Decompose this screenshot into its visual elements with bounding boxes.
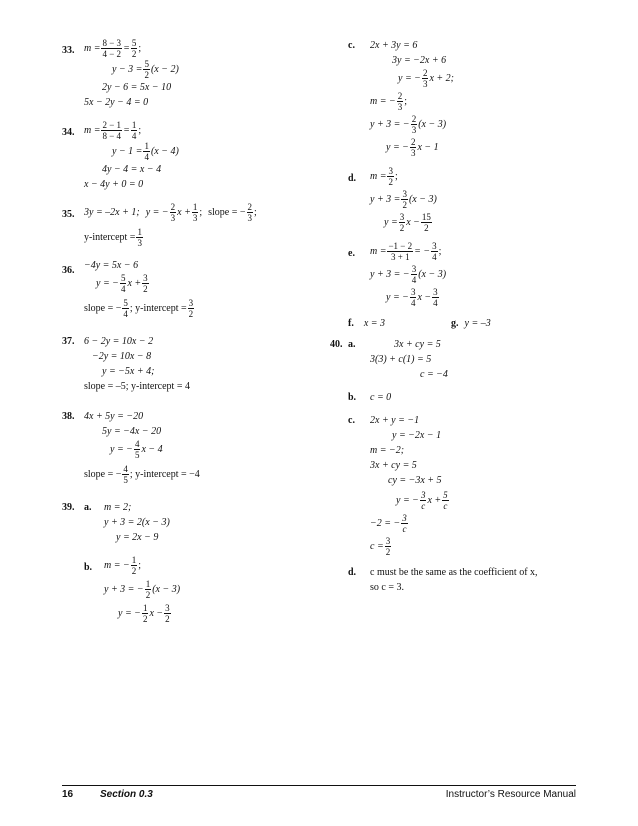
- problem-39c: [330, 38, 620, 158]
- fraction-denominator: 3: [422, 79, 428, 89]
- equation-text: y = −: [145, 207, 169, 218]
- page-footer: [62, 785, 576, 800]
- part-label: a.: [348, 339, 356, 350]
- fraction-numerator: 3: [143, 273, 148, 283]
- fraction-denominator: 4: [410, 298, 416, 308]
- fraction-numerator: 5: [144, 59, 149, 69]
- problem-40b: [330, 390, 620, 405]
- equation-line: m = $\frac{2 - 1}{8 - 4}$ = $\frac{1}{4}$ ;: [84, 120, 142, 141]
- equation-text: x +: [127, 278, 142, 289]
- right-column: [330, 38, 620, 605]
- equation-text: y − 1 =: [112, 146, 143, 157]
- equation-line: [370, 536, 620, 557]
- fraction-denominator: 2: [385, 547, 391, 557]
- equation-line: [330, 316, 620, 331]
- equation-line: y + 3 = 2(x − 3): [104, 517, 170, 528]
- equation-text: (x − 2): [150, 64, 179, 75]
- slope-label: slope = −: [84, 469, 122, 480]
- equation-line: m = −2;: [370, 445, 405, 456]
- equation-text: x +: [427, 495, 442, 506]
- equation-line: 2x + y = −1: [370, 415, 420, 426]
- fraction-denominator: 4: [131, 131, 137, 141]
- equation-text: m = −: [104, 560, 130, 571]
- fraction-denominator: 2: [388, 177, 393, 187]
- fraction-denominator: c: [402, 524, 407, 534]
- equation-line: m = $\frac{8 - 3}{4 - 2}$ = $\frac{5}{2}$ ;: [84, 38, 142, 59]
- fraction-numerator: 5: [131, 38, 137, 48]
- equation-line: c = 0: [370, 392, 392, 403]
- problem-number: 36.: [62, 265, 75, 276]
- equation-line: y = 2x − 9: [116, 532, 159, 543]
- equation-line: 6 − 2y = 10x − 2: [84, 336, 154, 347]
- problem-39d: [330, 166, 620, 233]
- equation-text: 3y = –2x + 1;: [84, 207, 140, 218]
- equation-line: [370, 68, 620, 89]
- fraction-numerator: 3: [399, 212, 405, 222]
- fraction-numerator: 3: [420, 490, 426, 500]
- equation-line: [370, 137, 620, 158]
- problem-37: [62, 329, 312, 394]
- fraction-numerator: 3: [432, 241, 437, 251]
- equation-line: [84, 227, 312, 248]
- equation-text: ;: [199, 207, 203, 218]
- fraction-denominator: 8 − 4: [102, 131, 122, 141]
- fraction-numerator: 2 − 1: [102, 120, 122, 130]
- equation-text: y = –3: [464, 318, 491, 329]
- equation-line: m = $\frac{3}{2}$ ;: [370, 166, 398, 187]
- problem-40c: [330, 413, 620, 557]
- part-label: d.: [348, 173, 357, 184]
- equation-line: 4x + 5y = −20: [84, 411, 144, 422]
- equation-text: (x − 3): [418, 119, 447, 130]
- fraction-numerator: 1: [145, 579, 151, 589]
- equation-text: x − 1: [417, 142, 439, 153]
- equation-line: −2y = 10x − 8: [92, 351, 152, 362]
- equation-line: m = $\frac{-1 - 2}{3 + 1}$ = − $\frac{3}{4}$ ;: [370, 241, 442, 262]
- equation-text: y = −: [396, 495, 419, 506]
- problem-40: [330, 337, 620, 382]
- y-intercept-label: ; y-intercept =: [129, 303, 187, 314]
- equation-text: x −: [406, 217, 420, 228]
- part-label: g.: [451, 318, 459, 329]
- part-label: e.: [348, 248, 355, 259]
- equation-line: [370, 490, 620, 511]
- problem-number: 33.: [62, 45, 75, 56]
- fraction-numerator: 4: [123, 464, 128, 474]
- part-label: f.: [348, 318, 354, 329]
- fraction-denominator: 3 + 1: [391, 252, 410, 262]
- fraction-denominator: 2: [143, 284, 148, 294]
- fraction-denominator: 3: [170, 213, 176, 223]
- equation-line: 4y − 4 = x − 4: [102, 164, 162, 175]
- equation-line: 2y − 6 = 5x − 10: [102, 82, 172, 93]
- equation-text: y + 3 = −: [104, 584, 144, 595]
- part-label: c.: [348, 415, 355, 426]
- equation-text: (x − 3): [408, 194, 437, 205]
- equation-text: y + 3 = −: [370, 119, 410, 130]
- equation-line: cy = −3x + 5: [388, 475, 442, 486]
- manual-title: Instructor’s Resource Manual: [445, 789, 576, 800]
- y-intercept-label: y-intercept =: [84, 232, 136, 243]
- equation-line: 2x + 3y = 6: [370, 40, 418, 51]
- fraction-numerator: 8 − 3: [102, 38, 122, 48]
- fraction-numerator: 1: [144, 141, 149, 151]
- fraction-numerator: 1: [131, 120, 137, 130]
- fraction-numerator: 3: [385, 536, 391, 546]
- problem-39fg: [330, 316, 620, 331]
- fraction-numerator: 5: [120, 273, 126, 283]
- equation-text: (x − 4): [150, 146, 179, 157]
- equation-line: [84, 273, 312, 294]
- fraction-denominator: 3: [137, 238, 142, 248]
- equation-line: 3(3) + c(1) = 5: [370, 354, 432, 365]
- part-label: d.: [348, 567, 357, 578]
- equation-text: y = −: [110, 444, 133, 455]
- fraction-numerator: 3: [411, 264, 417, 274]
- slope-label: slope = −: [84, 303, 122, 314]
- equation-text: y + 3 = −: [370, 269, 410, 280]
- equation-text: m =: [370, 246, 387, 257]
- equation-text: −2 = −: [370, 518, 401, 529]
- equation-text: = −: [414, 246, 431, 257]
- fraction-numerator: 1: [137, 227, 142, 237]
- problem-36: [62, 258, 312, 319]
- equation-line: m = − $\frac{1}{2}$ ;: [104, 555, 141, 576]
- slope-label: slope = −: [208, 207, 246, 218]
- fraction-denominator: 3: [397, 102, 403, 112]
- equation-text: y = −: [118, 608, 141, 619]
- fraction-numerator: 2: [411, 114, 417, 124]
- equation-line: y = −2x − 1: [392, 430, 442, 441]
- left-column: [62, 38, 312, 634]
- fraction-denominator: 4 − 2: [102, 49, 122, 59]
- fraction-numerator: 1: [142, 603, 148, 613]
- equation-line: [370, 114, 620, 135]
- problem-39: [62, 495, 312, 624]
- fraction-denominator: 2: [402, 200, 407, 210]
- fraction-denominator: 3: [411, 125, 417, 135]
- equation-text: x −: [149, 608, 164, 619]
- fraction-denominator: 3: [410, 148, 416, 158]
- equation-text: y + 3 =: [370, 194, 401, 205]
- page-number: 16: [62, 789, 74, 800]
- equation-line: y = −5x + 4;: [102, 366, 155, 377]
- text-line: so c = 3.: [370, 582, 404, 593]
- fraction-denominator: 4: [123, 309, 128, 319]
- part-label: a.: [84, 502, 92, 513]
- fraction-denominator: 4: [144, 152, 149, 162]
- fraction-denominator: 4: [411, 275, 417, 285]
- fraction-denominator: 2: [424, 223, 429, 233]
- fraction-numerator: 5: [123, 298, 128, 308]
- fraction-denominator: 2: [131, 49, 137, 59]
- equation-line: 3x + cy = 5: [370, 460, 417, 471]
- fraction-numerator: 2: [170, 202, 176, 212]
- part-label: b.: [348, 392, 357, 403]
- equation-line: 5y = −4x − 20: [102, 426, 162, 437]
- equation-text: x + 2;: [429, 73, 454, 84]
- equation-text: y = −: [386, 292, 409, 303]
- fraction-numerator: 2: [410, 137, 416, 147]
- fraction-numerator: 2: [422, 68, 428, 78]
- equation-line: [370, 212, 620, 233]
- fraction-denominator: 2: [188, 309, 194, 319]
- text-line: c must be the same as the coefficient of x,: [370, 567, 538, 578]
- fraction-numerator: 15: [421, 212, 431, 222]
- fraction-denominator: 2: [144, 70, 149, 80]
- equation-line: 5x − 2y − 4 = 0: [84, 97, 149, 108]
- equation-text: (x − 3): [152, 584, 181, 595]
- fraction-denominator: 2: [131, 566, 137, 576]
- equation-line: [370, 264, 620, 285]
- equation-text: y − 3 =: [112, 64, 143, 75]
- equation-line: x − 4y + 0 = 0: [84, 179, 144, 190]
- fraction-numerator: 3: [188, 298, 194, 308]
- fraction-numerator: 3: [165, 603, 170, 613]
- fraction-numerator: 1: [131, 555, 137, 565]
- section-label: Section 0.3: [100, 789, 153, 800]
- fraction-numerator: 2: [397, 91, 403, 101]
- fraction-denominator: 2: [145, 590, 151, 600]
- fraction-denominator: 3: [192, 213, 198, 223]
- equation-line: [84, 439, 312, 460]
- fraction-denominator: c: [443, 501, 448, 511]
- fraction-denominator: 4: [432, 252, 437, 262]
- equation-text: y = −: [386, 142, 409, 153]
- equation-line: [84, 298, 312, 319]
- fraction-numerator: 1: [192, 202, 198, 212]
- fraction-denominator: 5: [123, 475, 128, 485]
- equation-line: [370, 287, 620, 308]
- fraction-denominator: 5: [134, 450, 140, 460]
- equation-text: m = −: [370, 96, 396, 107]
- problem-number: 34.: [62, 127, 75, 138]
- part-label: b.: [84, 562, 93, 573]
- equation-text: y = −: [398, 73, 421, 84]
- equation-line: m = 2;: [104, 502, 132, 513]
- problem-35: [62, 202, 312, 248]
- fraction-denominator: 4: [433, 298, 438, 308]
- equation-line: [104, 579, 312, 600]
- problem-number: 39.: [62, 502, 75, 513]
- fraction-numerator: 4: [134, 439, 140, 449]
- y-intercept-label: ; y-intercept = −4: [129, 469, 200, 480]
- problem-33: [62, 38, 312, 110]
- fraction-denominator: c: [421, 501, 426, 511]
- problem-34: [62, 120, 312, 192]
- equation-text: c =: [370, 541, 384, 552]
- problem-number: 37.: [62, 336, 75, 347]
- fraction-denominator: 3: [247, 213, 252, 223]
- fraction-numerator: 5: [443, 490, 448, 500]
- fraction-numerator: −1 − 2: [388, 241, 413, 251]
- fraction-numerator: 3: [410, 287, 416, 297]
- fraction-denominator: 2: [165, 614, 170, 624]
- fraction-numerator: 3: [402, 513, 407, 523]
- equation-text: x − 4: [141, 444, 163, 455]
- problem-39e: [330, 241, 620, 308]
- equation-text: y =: [384, 217, 398, 228]
- problem-number: 40.: [330, 339, 343, 350]
- equation-text: x −: [417, 292, 432, 303]
- equation-line: [104, 603, 312, 624]
- equation-line: c = −4: [420, 369, 448, 380]
- fraction-numerator: 2: [247, 202, 252, 212]
- equation-line: [370, 513, 620, 534]
- fraction-numerator: 3: [402, 189, 407, 199]
- equation-line: 3y = –2x + 1; y = − $\frac{2}{3}$ x + $\frac{1}{3}$ ; slope = − $\frac{2}{3}$ ;: [84, 202, 257, 223]
- fraction-denominator: 2: [399, 223, 405, 233]
- equation-line: −4y = 5x − 6: [84, 260, 139, 271]
- equation-text: (x − 3): [418, 269, 447, 280]
- equation-text: x = 3: [363, 318, 386, 329]
- equation-text: m =: [370, 171, 387, 182]
- fraction-denominator: 2: [142, 614, 148, 624]
- problem-40d: [330, 565, 620, 595]
- equation-line: slope = –5; y-intercept = 4: [84, 381, 190, 392]
- equation-text: x +: [177, 207, 191, 218]
- equation-line: [84, 141, 312, 162]
- equation-line: [84, 464, 312, 485]
- problem-38: [62, 404, 312, 485]
- fraction-numerator: 3: [388, 166, 393, 176]
- problem-number: 35.: [62, 209, 75, 220]
- fraction-numerator: 3: [433, 287, 438, 297]
- equation-text: y = −: [96, 278, 119, 289]
- fraction-denominator: 4: [120, 284, 126, 294]
- problem-number: 38.: [62, 411, 75, 422]
- equation-line: m = − $\frac{2}{3}$ ;: [370, 91, 407, 112]
- equation-line: 3y = −2x + 6: [392, 55, 447, 66]
- part-label: c.: [348, 40, 355, 51]
- equation-line: [84, 59, 312, 80]
- equation-line: 3x + cy = 5: [394, 339, 441, 350]
- equation-line: [370, 189, 620, 210]
